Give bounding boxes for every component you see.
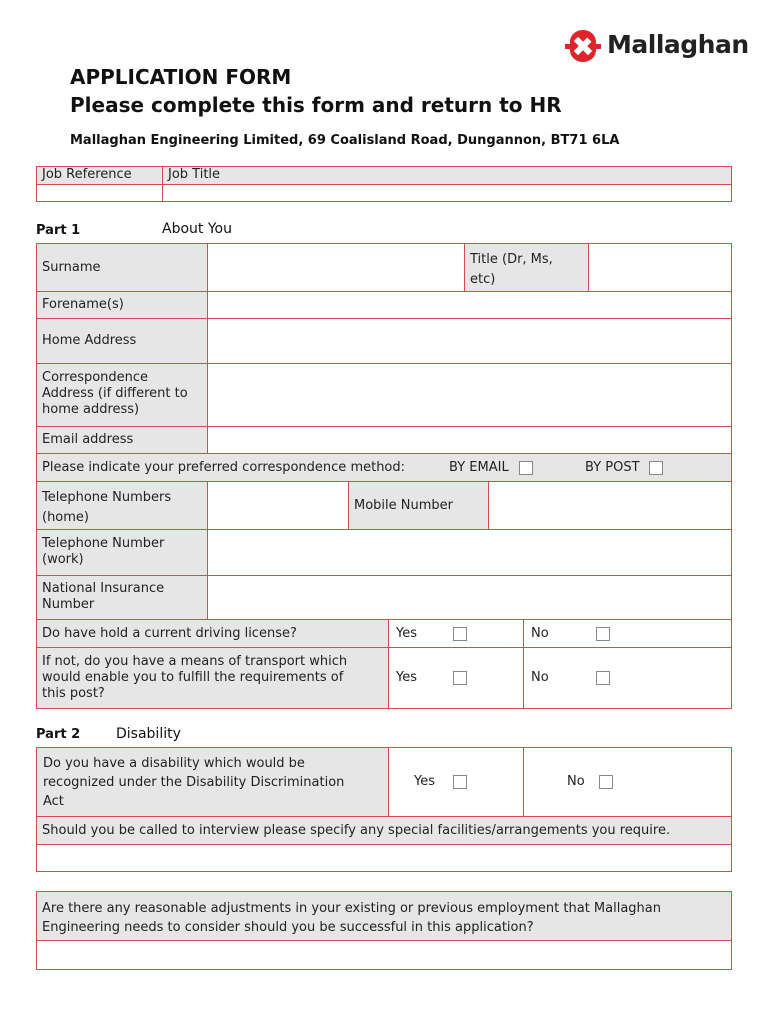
home-address-field[interactable] (207, 318, 732, 364)
disability-no-label: No (567, 774, 585, 789)
by-post-label: BY POST (585, 460, 640, 475)
disability-no-checkbox[interactable] (599, 775, 613, 789)
job-reference-label: Job Reference (36, 166, 163, 185)
telephone-work-line1: Telephone Number (42, 536, 165, 551)
adjustments-line1: Are there any reasonable adjustments in your existing or previous employment that Mallaghan (42, 901, 662, 916)
home-address-label: Home Address (36, 318, 208, 364)
title-label (464, 243, 589, 292)
mobile-number-field[interactable] (488, 481, 732, 530)
part1-label: Part 1 (36, 223, 81, 238)
transport-line2: would enable you to fulfill the requirements of (42, 670, 344, 685)
transport-question (36, 647, 389, 709)
national-insurance-line1: National Insurance (42, 581, 165, 596)
adjustments-question (36, 891, 732, 941)
title-label-line1: Title (Dr, Ms, (470, 252, 553, 267)
correspondence-method-row (36, 453, 732, 482)
part1-heading: About You (162, 221, 232, 237)
license-yes-cell (388, 619, 524, 648)
company-address: Mallaghan Engineering Limited, 69 Coalisland Road, Dungannon, BT71 6LA (70, 133, 620, 148)
form-title: APPLICATION FORM (70, 65, 292, 89)
disability-yes-label: Yes (414, 774, 435, 789)
correspondence-line2: Address (if different to (42, 386, 188, 401)
disability-line1: Do you have a disability which would be (43, 756, 305, 771)
mallaghan-logo-icon (563, 28, 603, 64)
license-no-cell (523, 619, 732, 648)
by-post-checkbox[interactable] (649, 461, 663, 475)
disability-question (36, 747, 389, 817)
job-reference-field[interactable] (36, 184, 163, 202)
transport-yes-checkbox[interactable] (453, 671, 467, 685)
disability-yes-checkbox[interactable] (453, 775, 467, 789)
email-field[interactable] (207, 426, 732, 454)
part2-heading: Disability (116, 726, 181, 742)
transport-line1: If not, do you have a means of transport which (42, 654, 348, 669)
adjustments-line2: Engineering needs to consider should you be successful in this application? (42, 920, 534, 935)
transport-yes-label: Yes (396, 670, 417, 685)
national-insurance-label (36, 575, 208, 620)
telephone-work-field[interactable] (207, 529, 732, 576)
correspondence-line1: Correspondence (42, 370, 149, 385)
license-no-label: No (531, 626, 549, 641)
disability-line3: Act (43, 794, 64, 809)
driving-license-question: Do have hold a current driving license? (36, 619, 389, 648)
correspondence-method-label: Please indicate your preferred correspondence method: (42, 460, 406, 475)
part2-label: Part 2 (36, 727, 81, 742)
interview-field[interactable] (36, 844, 732, 872)
disability-line2: recognized under the Disability Discrimination (43, 775, 345, 790)
correspondence-line3: home address) (42, 402, 140, 417)
title-field[interactable] (588, 243, 732, 292)
forenames-label: Forename(s) (36, 291, 208, 319)
mobile-number-label: Mobile Number (348, 481, 489, 530)
by-email-label: BY EMAIL (449, 460, 509, 475)
national-insurance-field[interactable] (207, 575, 732, 620)
disability-no-cell (523, 747, 732, 817)
transport-no-checkbox[interactable] (596, 671, 610, 685)
disability-yes-cell (388, 747, 524, 817)
license-no-checkbox[interactable] (596, 627, 610, 641)
transport-line3: this post? (42, 686, 105, 701)
license-yes-checkbox[interactable] (453, 627, 467, 641)
telephone-home-label (36, 481, 208, 530)
surname-label: Surname (36, 243, 208, 292)
forenames-field[interactable] (207, 291, 732, 319)
correspondence-address-label (36, 363, 208, 427)
by-email-checkbox[interactable] (519, 461, 533, 475)
transport-no-label: No (531, 670, 549, 685)
brand-name: Mallaghan (607, 30, 749, 59)
form-subtitle: Please complete this form and return to HR (70, 93, 562, 117)
adjustments-field[interactable] (36, 940, 732, 970)
telephone-home-line2: (home) (42, 510, 89, 525)
telephone-work-line2: (work) (42, 552, 84, 567)
brand-logo (563, 26, 758, 66)
telephone-home-line1: Telephone Numbers (42, 490, 172, 505)
national-insurance-line2: Number (42, 597, 95, 612)
correspondence-address-field[interactable] (207, 363, 732, 427)
email-label: Email address (36, 426, 208, 454)
job-title-field[interactable] (162, 184, 732, 202)
job-title-label: Job Title (162, 166, 732, 185)
interview-question: Should you be called to interview please specify any special facilities/arrangements you require. (36, 816, 732, 845)
surname-field[interactable] (207, 243, 465, 292)
transport-no-cell (523, 647, 732, 709)
telephone-work-label (36, 529, 208, 576)
license-yes-label: Yes (396, 626, 417, 641)
transport-yes-cell (388, 647, 524, 709)
title-label-line2: etc) (470, 272, 496, 287)
telephone-home-field[interactable] (207, 481, 349, 530)
